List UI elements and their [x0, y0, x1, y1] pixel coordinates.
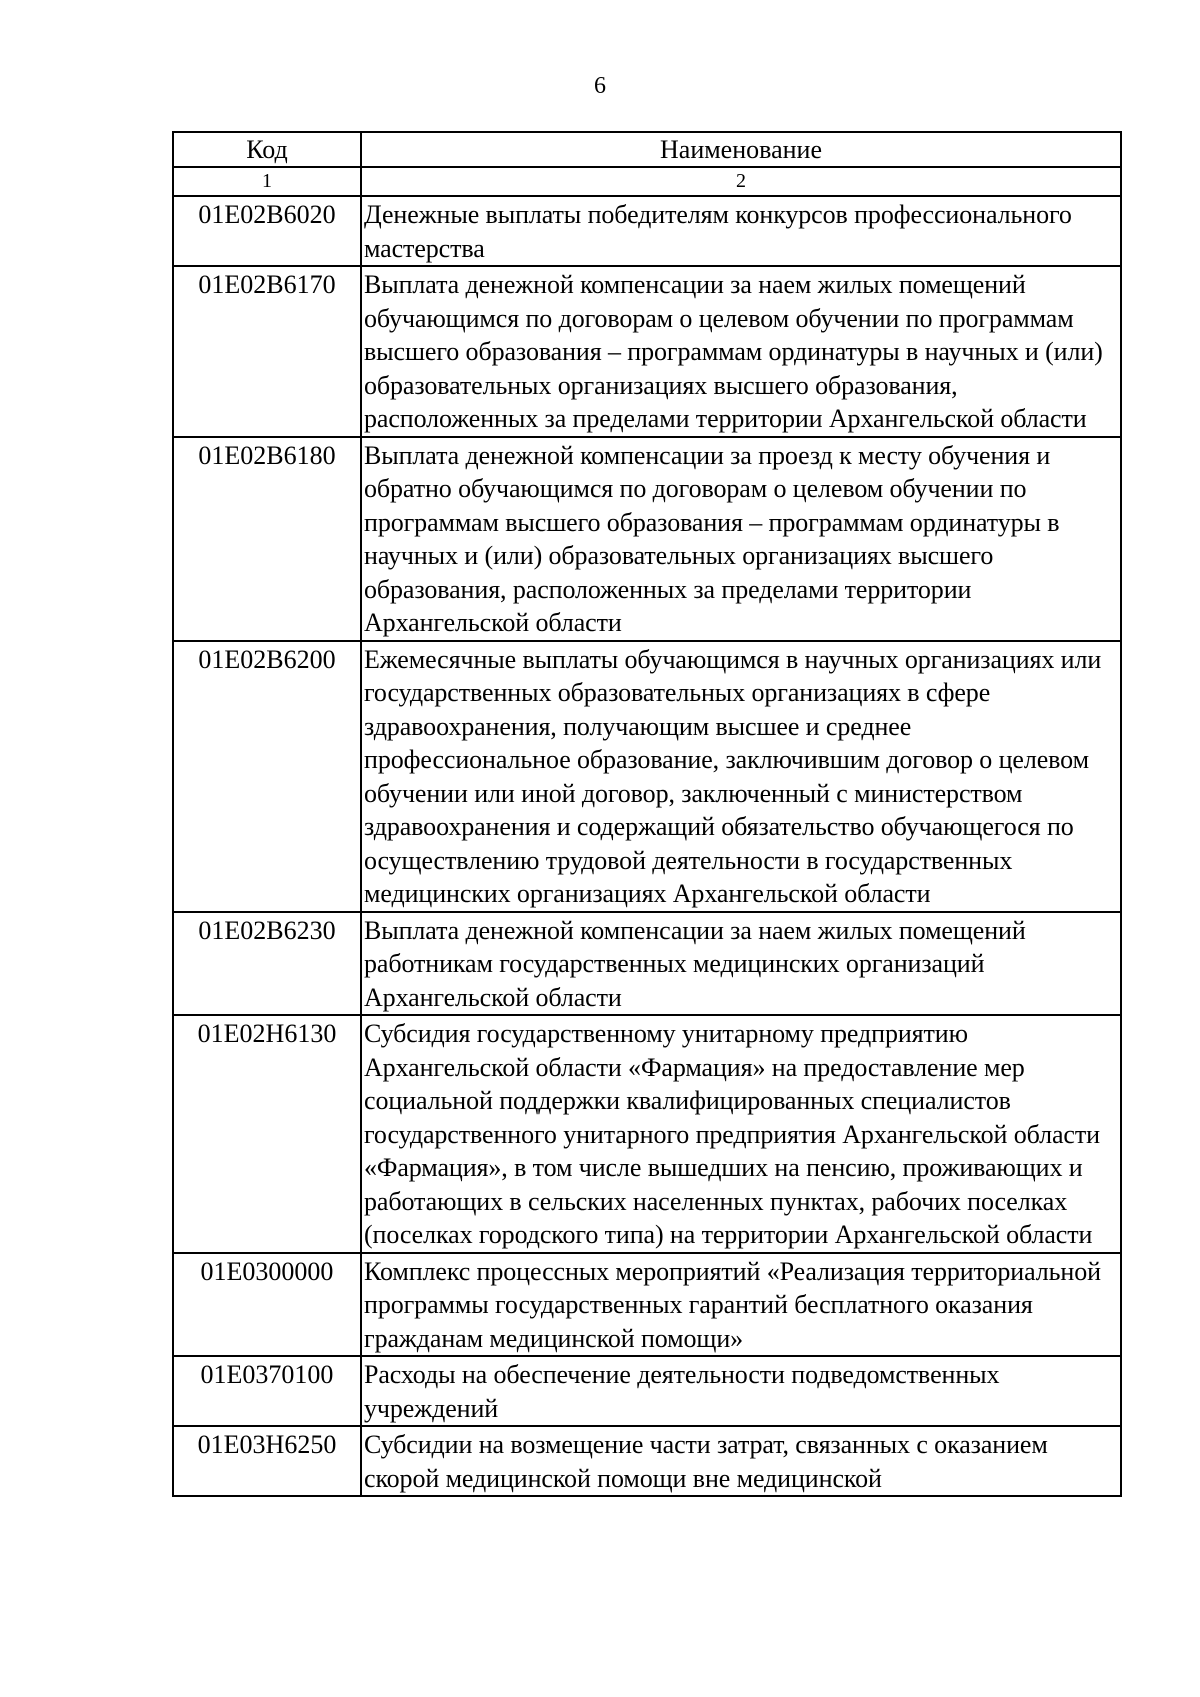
table-row [173, 1015, 1121, 1253]
table-row [173, 912, 1121, 1016]
row-name: Субсидии на возмещение части затрат, связанных с оказанием скорой медицинской помощи вне медицинской [361, 1426, 1121, 1496]
table-row [173, 266, 1121, 437]
table-row [173, 196, 1121, 266]
row-name: Денежные выплаты победителям конкурсов профессионального мастерства [361, 196, 1121, 266]
row-code: 01Е02В6170 [173, 266, 361, 437]
row-name: Субсидия государственному унитарному предприятию Архангельской области «Фармация» на предоставление мер социальной поддержки квалифицированных специалистов государственного унитарного предприятия Архангельской области «Фармация», в том числе вышедших на пенсию, проживающих и работающих в сельских населенных пунктах, рабочих поселках (поселках городского типа) на территории Архангельской области [361, 1015, 1121, 1253]
column-number-name: 2 [361, 167, 1121, 196]
header-code: Код [173, 132, 361, 167]
header-name: Наименование [361, 132, 1121, 167]
column-numbering-row [173, 167, 1121, 196]
budget-codes-table [172, 131, 1122, 1497]
table-row [173, 437, 1121, 641]
row-name: Комплекс процессных мероприятий «Реализация территориальной программы государственных гарантий бесплатного оказания гражданам медицинской помощи» [361, 1253, 1121, 1357]
table-row [173, 1426, 1121, 1496]
row-name: Выплата денежной компенсации за наем жилых помещений работникам государственных медицинских организаций Архангельской области [361, 912, 1121, 1016]
row-name: Ежемесячные выплаты обучающимся в научных организациях или государственных образовательных организациях в сфере здравоохранения, получающим высшее и среднее профессиональное образование, заключившим договор о целевом обучении или иной договор, заключенный с министерством здравоохранения и содержащий обязательство обучающегося по осуществлению трудовой деятельности в государственных медицинских организациях Архангельской области [361, 641, 1121, 912]
table-row [173, 1253, 1121, 1357]
row-code: 01Е0370100 [173, 1356, 361, 1426]
row-name: Расходы на обеспечение деятельности подведомственных учреждений [361, 1356, 1121, 1426]
page-number: 6 [594, 73, 606, 99]
row-code: 01Е0300000 [173, 1253, 361, 1357]
row-name: Выплата денежной компенсации за наем жилых помещений обучающимся по договорам о целевом обучении по программам высшего образования – программам ординатуры в научных и (или) образовательных организациях высшего образования, расположенных за пределами территории Архангельской области [361, 266, 1121, 437]
row-code: 01Е02Н6130 [173, 1015, 361, 1253]
row-name: Выплата денежной компенсации за проезд к месту обучения и обратно обучающимся по договорам о целевом обучении по программам высшего образования – программам ординатуры в научных и (или) образовательных организациях высшего образования, расположенных за пределами территории Архангельской области [361, 437, 1121, 641]
table-row [173, 1356, 1121, 1426]
row-code: 01Е03Н6250 [173, 1426, 361, 1496]
row-code: 01Е02В6230 [173, 912, 361, 1016]
row-code: 01Е02В6020 [173, 196, 361, 266]
table-row [173, 641, 1121, 912]
column-number-code: 1 [173, 167, 361, 196]
row-code: 01Е02В6180 [173, 437, 361, 641]
row-code: 01Е02В6200 [173, 641, 361, 912]
table-header-row [173, 132, 1121, 167]
